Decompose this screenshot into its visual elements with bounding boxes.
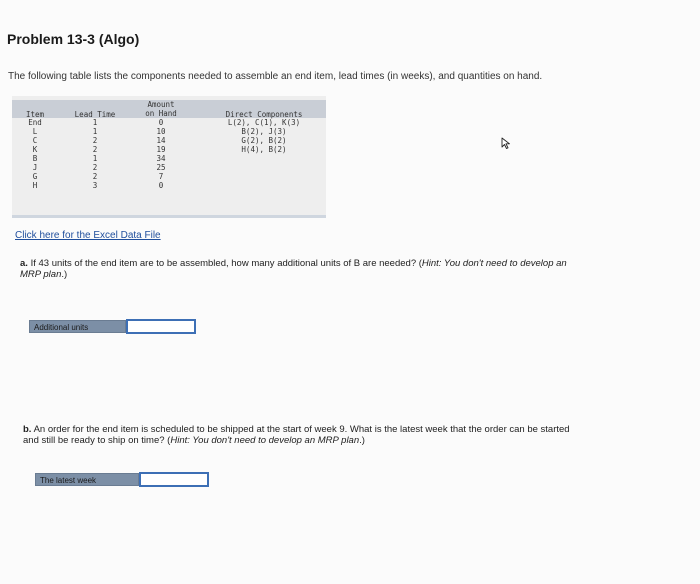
cell-lead-time: 2 (92, 145, 98, 154)
additional-units-input[interactable] (126, 319, 196, 334)
cell-item: B (32, 154, 38, 163)
cell-item: H (32, 181, 38, 190)
cell-item: G (32, 172, 38, 181)
cell-lead-time: 1 (92, 154, 98, 163)
problem-intro: The following table lists the components needed to assemble an end item, lead times (in weeks), and quantities on hand. (8, 71, 543, 82)
cell-on-hand: 14 (156, 136, 166, 145)
header-direct-components: Direct Components (225, 110, 303, 119)
cell-on-hand: 0 (158, 118, 164, 127)
cell-lead-time: 2 (92, 163, 98, 172)
question-b-hint: Hint: You don't need to develop an MRP plan (170, 435, 360, 446)
cell-components: B(2), J(3) (241, 127, 287, 136)
column-lead-time (82, 118, 108, 190)
column-item (20, 118, 50, 190)
cell-components: L(2), C(1), K(3) (227, 118, 301, 127)
cell-item: J (32, 163, 38, 172)
question-b-text (23, 424, 673, 446)
header-amount-line1: Amount (147, 100, 175, 109)
cell-item: End (28, 118, 42, 127)
column-on-hand (148, 118, 174, 190)
header-item: Item (25, 110, 45, 119)
cell-on-hand: 34 (156, 154, 166, 163)
cell-components: G(2), B(2) (241, 136, 287, 145)
question-a-body: If 43 units of the end item are to be assembled, how many additional units of B are needed? ( (30, 258, 422, 269)
header-lead-time: Lead Time (74, 110, 116, 119)
cell-item: K (32, 145, 38, 154)
question-b-body: An order for the end item is scheduled to be shipped at the start of week 9. What is the latest week that the order can be started (33, 424, 570, 435)
problem-title: Problem 13-3 (Algo) (7, 31, 140, 47)
cell-lead-time: 2 (92, 136, 98, 145)
question-a-hint-end: MRP plan (20, 269, 62, 280)
latest-week-input[interactable] (139, 472, 209, 487)
cell-on-hand: 0 (158, 181, 164, 190)
cell-item: C (32, 136, 38, 145)
cell-item: L (32, 127, 38, 136)
cell-on-hand: 19 (156, 145, 166, 154)
cell-on-hand: 10 (156, 127, 166, 136)
question-a-hint: Hint: You don't need to develop an (421, 258, 567, 269)
question-a-label: a. (20, 258, 28, 269)
question-a-close: .) (61, 269, 68, 280)
question-b-label: b. (23, 424, 32, 435)
question-b-close: .) (359, 435, 365, 446)
column-components (212, 118, 316, 154)
question-b-body-2: and still be ready to ship on time? ( (23, 435, 171, 446)
mouse-pointer-icon (499, 136, 513, 150)
components-table (12, 96, 326, 218)
latest-week-label: The latest week (35, 473, 139, 486)
cell-on-hand: 7 (158, 172, 164, 181)
additional-units-label: Additional units (29, 320, 126, 333)
cell-lead-time: 1 (92, 118, 98, 127)
cell-lead-time: 3 (92, 181, 98, 190)
excel-data-file-link[interactable]: Click here for the Excel Data File (15, 230, 161, 241)
header-amount-line2: on Hand (145, 109, 177, 118)
cell-on-hand: 25 (156, 163, 166, 172)
cell-lead-time: 2 (92, 172, 98, 181)
cell-lead-time: 1 (92, 127, 98, 136)
cell-components: H(4), B(2) (241, 145, 287, 154)
question-a-text (20, 258, 670, 280)
